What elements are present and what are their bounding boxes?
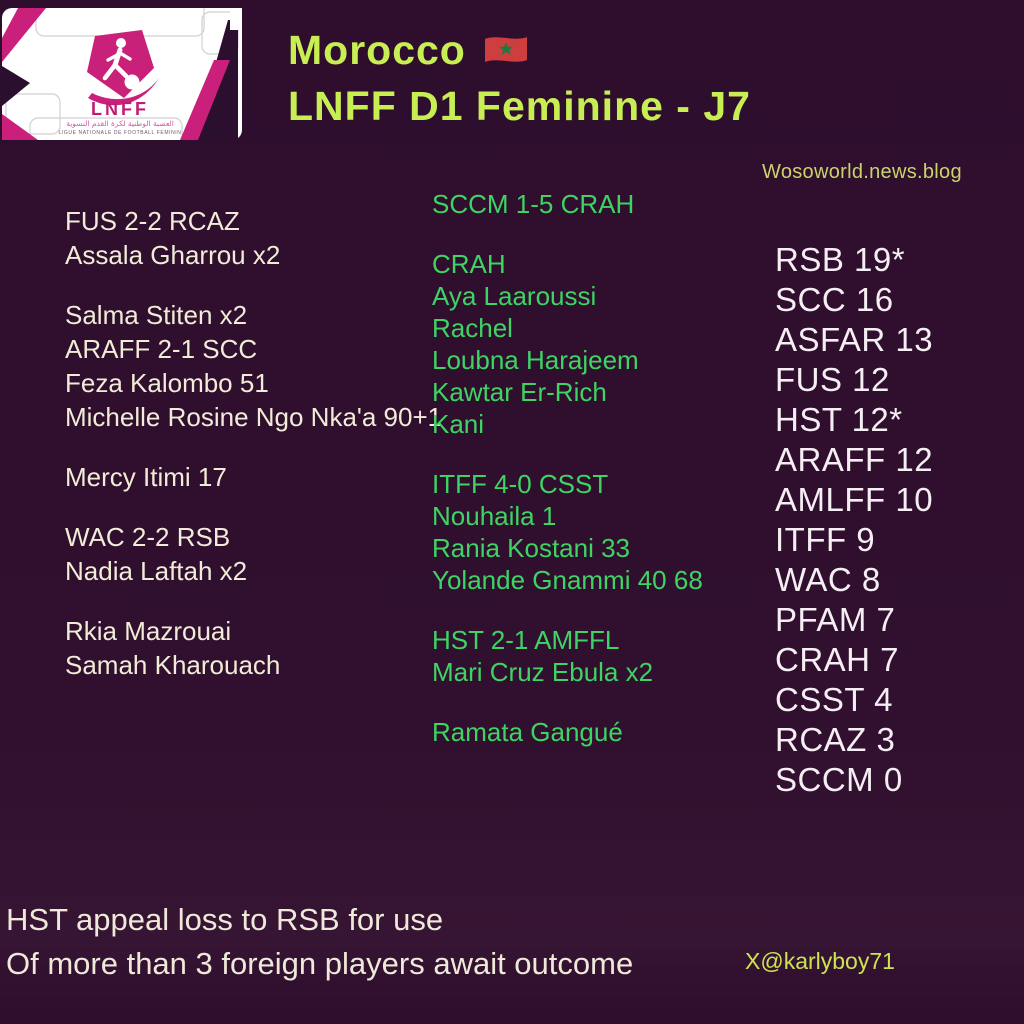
result-line: HST 2-1 AMFFL [432, 625, 620, 655]
logo-french-name: LIGUE NATIONALE DE FOOTBALL FEMININ [58, 130, 182, 136]
result-group [65, 298, 442, 434]
result-line: WAC 2-2 RSB [65, 522, 231, 552]
standings-row: AMLFF 10 [775, 481, 934, 518]
result-line: Ramata Gangué [432, 717, 623, 747]
result-line: Salma Stiten x2 [65, 300, 248, 330]
result-line: ARAFF 2-1 SCC [65, 334, 258, 364]
results-column-left [65, 204, 442, 708]
standings-table [775, 240, 933, 800]
standings-row: RSB 19* [775, 241, 906, 278]
result-line: Rachel [432, 313, 513, 343]
lnff-logo [2, 8, 242, 140]
result-group [432, 624, 703, 688]
title-country: Morocco [288, 27, 466, 73]
standings-row: CRAH 7 [775, 641, 900, 678]
result-line: Nadia Laftah x2 [65, 556, 248, 586]
standings-row: CSST 4 [775, 681, 893, 718]
result-group [432, 248, 703, 440]
result-group [65, 614, 442, 682]
result-line: SCCM 1-5 CRAH [432, 189, 635, 219]
result-line: Mari Cruz Ebula x2 [432, 657, 654, 687]
title-line-2: LNFF D1 Feminine - J7 [288, 83, 751, 129]
result-line: Mercy Itimi 17 [65, 462, 227, 492]
results-column-middle [432, 188, 703, 776]
standings-row: PFAM 7 [775, 601, 896, 638]
result-line: Rkia Mazrouai [65, 616, 232, 646]
standings-row: HST 12* [775, 401, 903, 438]
title-line-1 [288, 22, 751, 78]
result-group [432, 716, 703, 748]
footer-note-line-2: Of more than 3 foreign players await outcome [6, 946, 634, 981]
logo-abbr: LNFF [91, 99, 149, 119]
social-handle: X@karlyboy71 [745, 948, 895, 974]
standings-row: WAC 8 [775, 561, 881, 598]
result-line: Samah Kharouach [65, 650, 281, 680]
result-line: Feza Kalombo 51 [65, 368, 269, 398]
result-line: Kawtar Er-Rich [432, 377, 607, 407]
standings-row: RCAZ 3 [775, 721, 896, 758]
logo-arabic-name: العصبة الوطنية لكرة القدم النسوية [66, 119, 174, 128]
morocco-flag-icon [482, 32, 530, 68]
result-line: Michelle Rosine Ngo Nka'a 90+1 [65, 402, 443, 432]
result-line: Aya Laaroussi [432, 281, 597, 311]
page-title [288, 22, 751, 134]
source-label: Wosoworld.news.blog [762, 161, 962, 183]
result-line: CRAH [432, 249, 506, 279]
result-group [432, 188, 703, 220]
footer-note-line-1: HST appeal loss to RSB for use [6, 902, 444, 937]
lnff-logo-icon [2, 8, 242, 140]
result-line: Assala Gharrou x2 [65, 240, 281, 270]
standings-row: SCC 16 [775, 281, 894, 318]
result-line: Yolande Gnammi 40 68 [432, 565, 703, 595]
footer-note [6, 898, 633, 986]
standings-row: ARAFF 12 [775, 441, 934, 478]
standings-row: ASFAR 13 [775, 321, 934, 358]
standings-row: FUS 12 [775, 361, 890, 398]
result-line: ITFF 4-0 CSST [432, 469, 609, 499]
result-group [432, 468, 703, 596]
result-line: Rania Kostani 33 [432, 533, 631, 563]
result-group [65, 520, 442, 588]
result-group [65, 204, 442, 272]
standings-row: ITFF 9 [775, 521, 876, 558]
standings-row: SCCM 0 [775, 761, 903, 798]
result-line: Kani [432, 409, 485, 439]
result-group [65, 460, 442, 494]
result-line: FUS 2-2 RCAZ [65, 206, 240, 236]
result-line: Loubna Harajeem [432, 345, 639, 375]
result-line: Nouhaila 1 [432, 501, 557, 531]
